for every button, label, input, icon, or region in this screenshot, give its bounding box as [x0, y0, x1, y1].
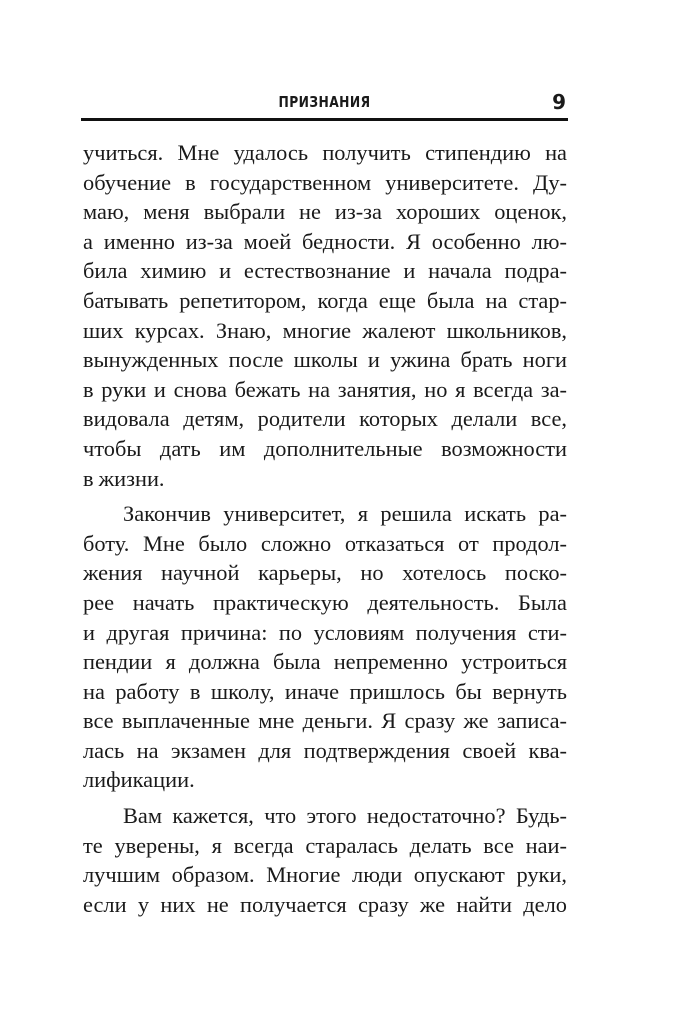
running-title: ПРИЗНАНИЯ [278, 93, 371, 111]
text-line: в руки и снова бежать на занятия, но я всегда за- [83, 376, 567, 402]
text-line: била химию и естествознание и начала подра- [83, 258, 567, 284]
body-text [83, 138, 567, 919]
text-line: батывать репетитором, когда еще была на стар- [83, 287, 567, 313]
text-line: пендии я должна была непременно устроиться [83, 649, 567, 675]
text-line: все выплаченные мне деньги. Я сразу же записа- [83, 708, 567, 734]
text-line: лификации. [83, 767, 195, 793]
paragraph-1 [83, 138, 567, 493]
text-line: вынужденных после школы и ужина брать ноги [83, 347, 567, 373]
text-line: в жизни. [83, 465, 165, 491]
text-line: чтобы дать им дополнительные возможности [83, 435, 567, 461]
text-line: обучение в государственном университете. Ду- [83, 169, 567, 195]
text-line: если у них не получается сразу же найти дело [83, 891, 567, 917]
text-line: лась на экзамен для подтверждения своей ква- [83, 737, 567, 763]
text-line: видовала детям, родители которых делали все, [83, 406, 567, 432]
header-rule [81, 118, 568, 121]
paragraph-3 [83, 801, 567, 919]
text-line: учиться. Мне удалось получить стипендию на [83, 140, 567, 165]
text-line: на работу в школу, иначе пришлось бы вернуть [83, 678, 567, 704]
text-line: Закончив университет, я решила искать ра- [123, 501, 567, 527]
page-number: 9 [552, 90, 566, 114]
text-line: а именно из-за моей бедности. Я особенно лю- [83, 228, 567, 254]
text-line: жения научной карьеры, но хотелось поско- [83, 560, 567, 586]
text-line: рее начать практическую деятельность. Была [83, 589, 567, 615]
running-head [81, 92, 568, 116]
text-line: боту. Мне было сложно отказаться от продол- [83, 530, 567, 556]
text-line: те уверены, я всегда старалась делать все наи- [83, 832, 567, 858]
text-line: лучшим образом. Многие люди опускают руки, [83, 862, 567, 888]
paragraph-2 [83, 499, 567, 795]
text-line: ших курсах. Знаю, многие жалеют школьников, [83, 317, 567, 343]
text-line: маю, меня выбрали не из-за хороших оценок, [83, 199, 567, 225]
text-line: Вам кажется, что этого недостаточно? Будь- [123, 803, 567, 829]
text-line: и другая причина: по условиям получения сти- [83, 619, 567, 645]
